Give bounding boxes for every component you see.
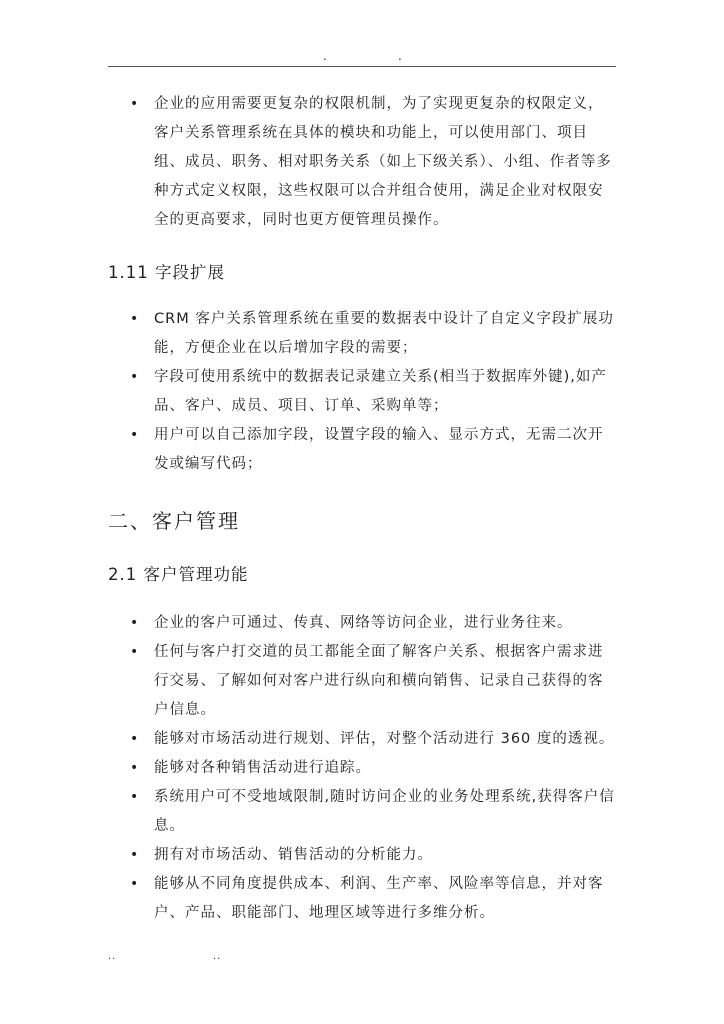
bullet-icon: • <box>130 789 140 805</box>
list-item-text: CRM 客户关系管理系统在重要的数据表中设计了自定义字段扩展功能，方便企业在以后增加字段的需要； <box>154 311 614 356</box>
list-item <box>108 609 616 638</box>
list-item <box>108 841 616 870</box>
bullet-icon: • <box>130 876 140 892</box>
list-item-text: 用户可以自己添加字段，设置字段的输入、显示方式，无需二次开发或编写代码； <box>154 427 604 472</box>
list-item-text: 系统用户可不受地域限制,随时访问企业的业务处理系统,获得客户信息。 <box>154 789 615 834</box>
section-heading-2-1: 2.1 客户管理功能 <box>108 565 249 584</box>
list-item-text: 企业的应用需要更复杂的权限机制，为了实现更复杂的权限定义，客户关系管理系统在具体的模块和功能上，可以使用部门、项目组、成员、职务、相对职务关系（如上下级关系）、小组、作者等多种方式定义权限，这些权限可以合并组合使用，满足企业对权限安全的更高要求，同时也更方便管理员操作。 <box>154 96 612 228</box>
bullet-icon: • <box>130 847 140 863</box>
list-item <box>108 870 616 928</box>
document-body <box>108 90 616 928</box>
page-header <box>0 50 724 64</box>
bullet-icon: • <box>130 311 140 327</box>
section-heading-1-11: 1.11 字段扩展 <box>108 263 225 282</box>
list-item <box>108 305 616 363</box>
list-item <box>108 638 616 725</box>
footer-dots-left: .. <box>108 951 117 962</box>
list-item-text: 能够对各种销售活动进行追踪。 <box>154 760 371 776</box>
bullet-icon: • <box>130 96 140 112</box>
bullet-icon: • <box>130 369 140 385</box>
bullet-icon: • <box>130 615 140 631</box>
list-item <box>108 421 616 479</box>
list-item-text: 拥有对市场活动、销售活动的分析能力。 <box>154 847 433 863</box>
bullet-icon: • <box>130 644 140 660</box>
bullet-icon: • <box>130 427 140 443</box>
list-item-text: 字段可使用系统中的数据表记录建立关系(相当于数据库外键),如产品、客户、成员、项目、订单、采购单等； <box>154 369 607 414</box>
footer-dots-right: .. <box>213 951 222 962</box>
header-dot-right: . <box>398 49 402 63</box>
field-extension-bullet-list <box>108 305 616 479</box>
list-item <box>108 90 616 235</box>
list-item <box>108 725 616 754</box>
header-rule <box>108 66 616 67</box>
chapter-heading-customer-management: 二、客户管理 <box>108 509 240 533</box>
list-item-text: 任何与客户打交道的员工都能全面了解客户关系、根据客户需求进行交易、了解如何对客户进行纵向和横向销售、记录自己获得的客户信息。 <box>154 644 604 718</box>
customer-functions-bullet-list <box>108 609 616 928</box>
list-item-text: 企业的客户可通过、传真、网络等访问企业，进行业务往来。 <box>154 615 573 631</box>
list-item <box>108 783 616 841</box>
list-item-text: 能够对市场活动进行规划、评估，对整个活动进行 360 度的透视。 <box>154 731 615 747</box>
page-footer <box>0 952 724 966</box>
bullet-icon: • <box>130 760 140 776</box>
list-item <box>108 363 616 421</box>
list-item <box>108 754 616 783</box>
bullet-icon: • <box>130 731 140 747</box>
list-item-text: 能够从不同角度提供成本、利润、生产率、风险率等信息，并对客户、产品、职能部门、地理区域等进行多维分析。 <box>154 876 604 921</box>
header-dot-left: . <box>323 49 327 63</box>
intro-bullet-list <box>108 90 616 235</box>
